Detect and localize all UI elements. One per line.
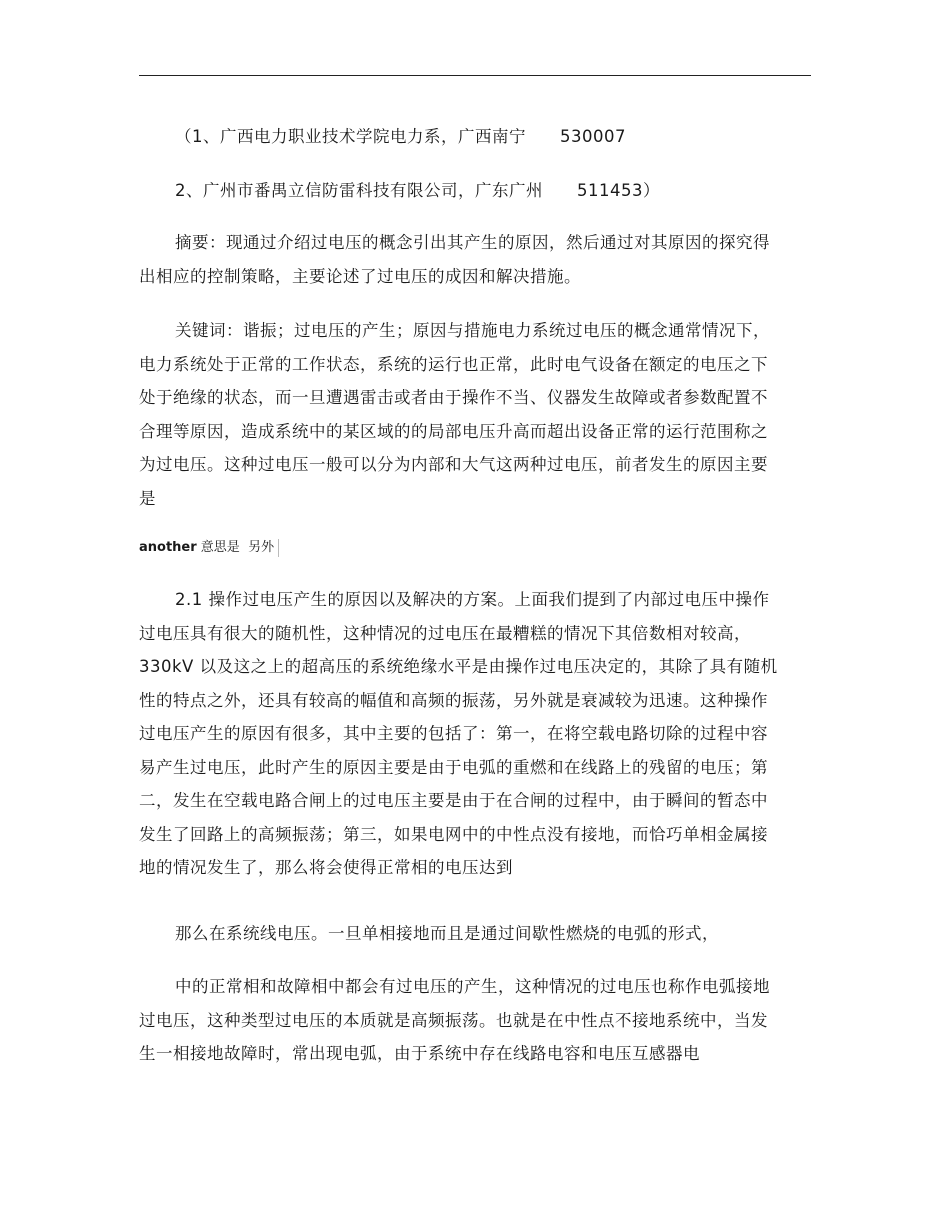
section-2-1-paragraph: 2.1 操作过电压产生的原因以及解决的方案。上面我们提到了内部过电压中操作过电压具有很大的随机性，这种情况的过电压在最糟糕的情况下其倍数相对较高，330kV 以及这之上的超高压的系统绝缘水平是由操作过电压决定的，其除了具有随机性的特点之外，还具有较高的幅值和高频的振荡，另外就是衰减较为迅速。这种操作过电压产生的原因有很多，其中主要的包括了：第一，在将空载电路切除的过程中容易产生过电压，此时产生的原因主要是由于电弧的重燃和在线路上的残留的电压；第二，发生在空载电路合闸上的过电压主要是由于在合闸的过程中，由于瞬间的暂态中发生了回路上的高频振荡；第三，如果电网中的中性点没有接地，而恰巧单相金属接地的情况发生了，那么将会使得正常相的电压达到 (139, 590, 778, 877)
annotation-word: another (139, 540, 197, 555)
keywords-paragraph: 关键词：谐振；过电压的产生；原因与措施电力系统过电压的概念通常情况下，电力系统处于正常的工作状态，系统的运行也正常，此时电气设备在额定的电压之下处于绝缘的状态，而一旦遭遇雷击或者由于操作不当、仪器发生故障或者参数配置不合理等原因，造成系统中的某区域的的局部电压升高而超出设备正常的运行范围称之为过电压。这种过电压一般可以分为内部和大气这两种过电压，前者发生的原因主要是 (139, 321, 770, 508)
abstract-paragraph: 摘要：现通过介绍过电压的概念引出其产生的原因，然后通过对其原因的探究得出相应的控制策略，主要论述了过电压的成因和解决措施。 (139, 233, 770, 286)
annotation-translation: 另外 (248, 540, 275, 555)
affiliation-line-2: 2、广州市番禺立信防雷科技有限公司，广东广州 511453） (175, 181, 660, 200)
translation-annotation (139, 538, 279, 558)
affiliation-line-1: （1、广西电力职业技术学院电力系，广西南宁 530007 (175, 127, 626, 146)
text-caret (278, 539, 279, 557)
arc-grounding-paragraph: 中的正常相和故障相中都会有过电压的产生，这种情况的过电压也称作电弧接地过电压，这种类型过电压的本质就是高频振荡。也就是在中性点不接地系统中，当发生一相接地故障时，常出现电弧，由于系统中存在线路电容和电压互感器电 (139, 977, 770, 1063)
single-phase-paragraph: 那么在系统线电压。一旦单相接地而且是通过间歇性燃烧的电弧的形式， (175, 924, 719, 943)
header-rule (139, 75, 811, 76)
annotation-meaning: 意思是 (200, 540, 240, 555)
